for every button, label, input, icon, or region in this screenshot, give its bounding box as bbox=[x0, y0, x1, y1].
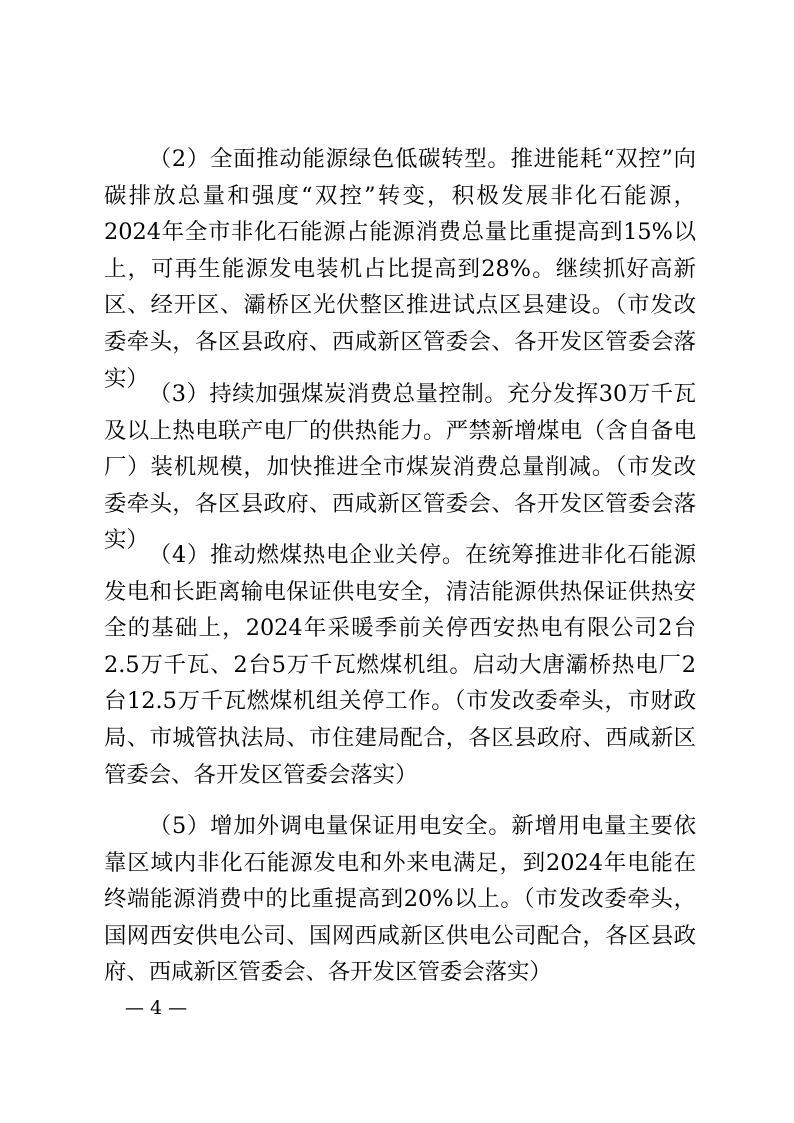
paragraph-item-3: （3）持续加强煤炭消费总量控制。充分发挥30万千瓦及以上热电联产电厂的供热能力。严禁新增煤电（含自备电厂）装机规模，加快推进全市煤炭消费总量削减。（市发改委牵头，各区县政府、西咸新区管委会、各开发区管委会落实） bbox=[104, 381, 696, 554]
paragraph-item-4: （4）推动燃煤热电企业关停。在统筹推进非化石能源发电和长距离输电保证供电安全，清洁能源供热保证供热安全的基础上，2024年采暖季前关停西安热电有限公司2台2.5万千瓦、2台5万千瓦燃煤机组。启动大唐灞桥热电厂2台12.5万千瓦燃煤机组关停工作。（市发改委牵头，市财政局、市城管执法局、市住建局配合，各区县政府、西咸新区管委会、各开发区管委会落实） bbox=[104, 542, 696, 788]
paragraph-item-2: （2）全面推动能源绿色低碳转型。推进能耗“双控”向碳排放总量和强度“双控”转变，积极发展非化石能源，2024年全市非化石能源占能源消费总量比重提高到15%以上，可再生能源发电装机占比提高到28%。继续抓好高新区、经开区、灞桥区光伏整区推进试点区县建设。（市发改委牵头，各区县政府、西咸新区管委会、各开发区管委会落实） bbox=[104, 146, 696, 392]
paragraph-item-5: （5）增加外调电量保证用电安全。新增用电量主要依靠区域内非化石能源发电和外来电满足，到2024年电能在终端能源消费中的比重提高到20%以上。（市发改委牵头，国网西安供电公司、国网西咸新区供电公司配合，各区县政府、西咸新区管委会、各开发区管委会落实） bbox=[104, 813, 696, 986]
page-number: — 4 — bbox=[125, 997, 188, 1019]
